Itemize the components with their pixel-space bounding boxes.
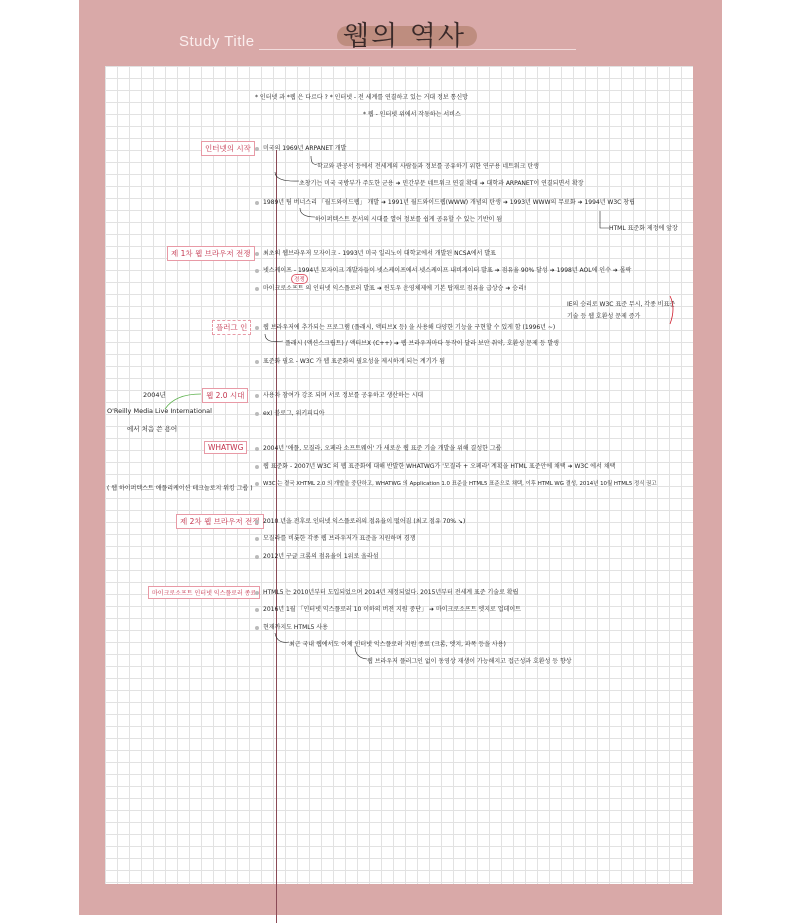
subline: 초창기는 미국 국방부가 주도한 군용 ➜ 민간부문 네트워크 연결 확대 ➜ 대학과 ARPANET이 연결되면서 확장: [299, 180, 584, 187]
compete-tag: 경쟁: [291, 274, 308, 284]
topic-plugin: 플러그 인: [212, 320, 251, 335]
note: HTML 표준화 제정에 앞장: [609, 225, 678, 232]
bullet: 2010 년을 전후로 인터넷 익스플로러의 점유율이 떨어짐 (최고 점유 70% ↘): [255, 516, 465, 525]
side-note: O'Reilly Media Live International: [107, 407, 212, 415]
side-note: 에서 처음 쓴 용어: [127, 425, 178, 433]
subline: 학교와 관공서 등에서 전세계의 사람들과 정보를 공유하기 위한 연구용 네트워크 탄생: [317, 163, 539, 170]
intro-answer: * 웹 - 인터넷 위에서 작동하는 서비스: [363, 111, 461, 118]
bullet: 현재까지도 HTML5 사용: [255, 622, 328, 631]
bullet: HTML5 는 2010년부터 도입되었으며 2014년 제정되었다. 2015년부터 전세계 표준 기술로 확립: [255, 587, 518, 596]
bullet: 2016년 1월 「인터넷 익스플로러 10 이하의 버전 지원 중단」 ➜ 마이크로소프트 엣지로 업데이트: [255, 604, 521, 613]
bullet: 최초의 웹브라우저 모자이크 - 1993년 미국 일리노이 대학교에서 개발된 NCSA에서 발표: [255, 248, 496, 257]
bullet: 미국의 1969년 ARPANET 개발: [255, 143, 346, 152]
connector-lines: [105, 66, 693, 884]
topic-browser-war-2: 제 2차 웹 브라우저 전쟁: [176, 514, 264, 529]
topic-internet-start: 인터넷의 시작: [201, 141, 255, 156]
bullet: 마이크로소프트 의 인터넷 익스플로러 발표 ➜ 윈도우 운영체제에 기본 탑재로 점유율 급상승 ➜ 승리!: [255, 283, 526, 292]
subline: 하이퍼텍스트 문서의 시대를 열어 정보를 쉽게 공유할 수 있는 기반이 됨: [315, 216, 503, 223]
bullet: 넷스케이프 - 1994년 모자이크 개발자들이 넷스케이프에서 넷스케이프 내비게이터 발표 ➜ 점유율 90% 달성 ➜ 1998년 AOL에 인수 ➜ 몰락: [255, 265, 631, 274]
notebook-page: [79, 0, 722, 915]
note: IE의 승리로 W3C 표준 무시, 각종 비표준 기술 등 웹 호환성 문제 증가: [567, 301, 676, 320]
bullet: 2012년 구글 크롬의 점유율이 1위로 올라섬: [255, 551, 379, 560]
topic-whatwg: WHATWG: [204, 441, 247, 454]
bullet: 사용자 참여가 강조 되며 서로 정보를 공유하고 생산하는 시대: [255, 390, 423, 399]
topic-web-2: 웹 2.0 시대: [202, 388, 248, 403]
intro-question: * 인터넷 과 *웹 은 다르다 ? * 인터넷 - 전 세계를 연결하고 있는 거대 정보 통신망: [255, 94, 468, 101]
main-title: 웹의 역사: [343, 21, 466, 52]
bullet: W3C 는 결국 XHTML 2.0 의 개발을 중단하고, WHATWG 의 Application 1.0 표준을 HTML5 표준으로 채택, 이후 HTML WG 결성, 2014년 10월 HTML5 정식 권고: [255, 479, 657, 487]
subline: 플래시 (액션스크립트) / 액티브X (C++) ➜ 웹 브라우저마다 동작이 달라 보안 취약, 호환성 문제 등 발생: [285, 340, 559, 347]
bullet: 표준화 필요 - W3C 가 웹 표준화의 필요성을 제시하게 되는 계기가 됨: [255, 356, 445, 365]
bullet: 모질라를 비롯한 각종 웹 브라우저가 표준을 지원하며 경쟁: [255, 533, 415, 542]
bullet: 1989년 팀 버너스리 「월드와이드웹」 개발 ➜ 1991년 월드와이드웹(WWW) 개념의 탄생 ➜ 1993년 WWW의 무료화 ➜ 1994년 W3C 창립: [255, 197, 635, 206]
topic-ie-end: 마이크로소프트 인터넷 익스플로러 종료: [148, 586, 260, 599]
subline: 최근 국내 웹에서도 이제 인터넷 익스플로러 지원 종료 (크롬, 엣지, 파폭 등을 사용): [289, 641, 506, 648]
subline: 웹 브라우저 플러그인 없이 동영상 재생이 가능해지고 접근성과 호환성 등 향상: [367, 658, 572, 665]
bullet: 웹 표준화 - 2007년 W3C 의 웹 표준화에 대해 반발한 WHATWG가 '모질라 + 오페라' 계획을 HTML 표준안에 채택 ➜ W3C 에서 채택: [255, 461, 615, 470]
study-title-label: Study Title: [179, 33, 255, 50]
topic-browser-war-1: 제 1차 웹 브라우저 전쟁: [167, 246, 255, 261]
bullet: 웹 브라우저에 추가되는 프로그램 (플래시, 액티브X 등) 을 사용해 다양한 기능을 구현할 수 있게 함 (1996년 ~): [255, 322, 555, 331]
side-note: ( 웹 하이퍼텍스트 애플리케이션 테크놀로지 워킹 그룹 ): [107, 485, 253, 492]
bullet: 2004년 '애플, 모질라, 오페라 소프트웨어' 가 새로운 웹 표준 기술 개발을 위해 결성한 그룹: [255, 443, 501, 452]
bullet: ex) 블로그, 위키피디아: [255, 408, 325, 417]
side-note: 2004년: [143, 391, 166, 399]
grid-paper: [105, 66, 693, 884]
